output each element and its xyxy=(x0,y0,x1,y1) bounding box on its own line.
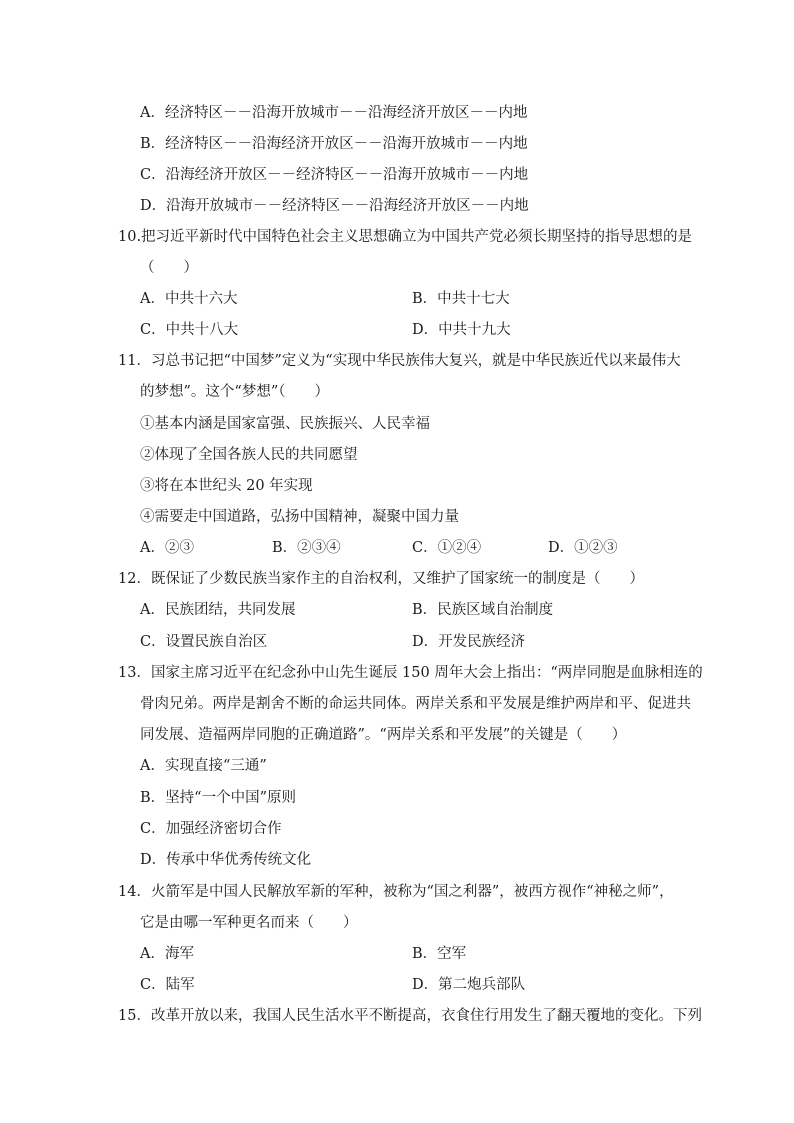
q14-stem: 14．火箭军是中国人民解放军新的军种，被称为“国之利器”，被西方视作“神秘之师”， xyxy=(118,884,674,900)
q11-statement-2: ②体现了全国各族人民的共同愿望 xyxy=(140,447,358,463)
q14-option-d: D．第二炮兵部队 xyxy=(412,977,526,993)
q13-option-c: C．加强经济密切合作 xyxy=(140,821,282,837)
q10-stem: 10.把习近平新时代中国特色社会主义思想确立为中国共产党必须长期坚持的指导思想的是 xyxy=(118,229,693,245)
q13-option-a: A．实现直接“三通” xyxy=(140,758,267,774)
q12-option-b: B．民族区域自治制度 xyxy=(412,602,554,618)
q11-statement-4: ④需要走中国道路，弘扬中国精神，凝聚中国力量 xyxy=(140,509,459,525)
q12-option-d: D．开发民族经济 xyxy=(412,634,526,650)
q12-stem: 12．既保证了少数民族当家作主的自治权利，又维护了国家统一的制度是（ ） xyxy=(118,571,644,587)
q11-stem: 11．习总书记把“中国梦”定义为“实现中华民族伟大复兴，就是中华民族近代以来最伟大 xyxy=(118,353,681,369)
q13-option-d: D．传承中华优秀传统文化 xyxy=(140,852,312,868)
q13-option-b: B．坚持“一个中国”原则 xyxy=(140,790,296,806)
q9-option-d: D．沿海开放城市－－经济特区－－沿海经济开放区－－内地 xyxy=(140,198,529,214)
q10-option-b: B．中共十七大 xyxy=(412,291,510,307)
q11-option-a: A．②③ xyxy=(140,540,194,556)
q13-stem-cont-2: 同发展、造福两岸同胞的正确道路”。“两岸关系和平发展”的关键是（ ） xyxy=(140,727,627,743)
q14-option-b: B．空军 xyxy=(412,946,467,962)
q10-option-a: A．中共十六大 xyxy=(140,291,238,307)
q13-stem: 13．国家主席习近平在纪念孙中山先生诞辰 150 周年大会上指出：“两岸同胞是血脉相连的 xyxy=(118,665,703,681)
q10-option-c: C．中共十八大 xyxy=(140,322,239,338)
q9-option-c: C．沿海经济开放区－－经济特区－－沿海开放城市－－内地 xyxy=(140,167,529,183)
q14-option-c: C．陆军 xyxy=(140,977,195,993)
q9-option-a: A．经济特区－－沿海开放城市－－沿海经济开放区－－内地 xyxy=(140,105,528,121)
q10-stem-cont: （ ） xyxy=(140,260,198,276)
q11-statement-3: ③将在本世纪头 20 年实现 xyxy=(140,478,313,494)
q11-statement-1: ①基本内涵是国家富强、民族振兴、人民幸福 xyxy=(140,416,430,432)
q11-option-b: B．②③④ xyxy=(272,540,341,556)
q11-stem-cont: 的梦想”。这个“梦想”（ ） xyxy=(140,384,329,400)
q9-option-b: B．经济特区－－沿海经济开放区－－沿海开放城市－－内地 xyxy=(140,136,528,152)
q11-option-d: D．①②③ xyxy=(548,540,618,556)
q15-stem: 15．改革开放以来，我国人民生活水平不断提高，衣食住行用发生了翻天覆地的变化。下列 xyxy=(118,1008,702,1024)
q14-stem-cont: 它是由哪一军种更名而来（ ） xyxy=(140,915,358,931)
q10-option-d: D．中共十九大 xyxy=(412,322,511,338)
q14-option-a: A．海军 xyxy=(140,946,194,962)
q12-option-c: C．设置民族自治区 xyxy=(140,634,268,650)
q13-stem-cont-1: 骨肉兄弟。两岸是割舍不断的命运共同体。两岸关系和平发展是维护两岸和平、促进共 xyxy=(140,696,691,712)
q11-option-c: C．①②④ xyxy=(412,540,482,556)
q12-option-a: A．民族团结，共同发展 xyxy=(140,602,296,618)
